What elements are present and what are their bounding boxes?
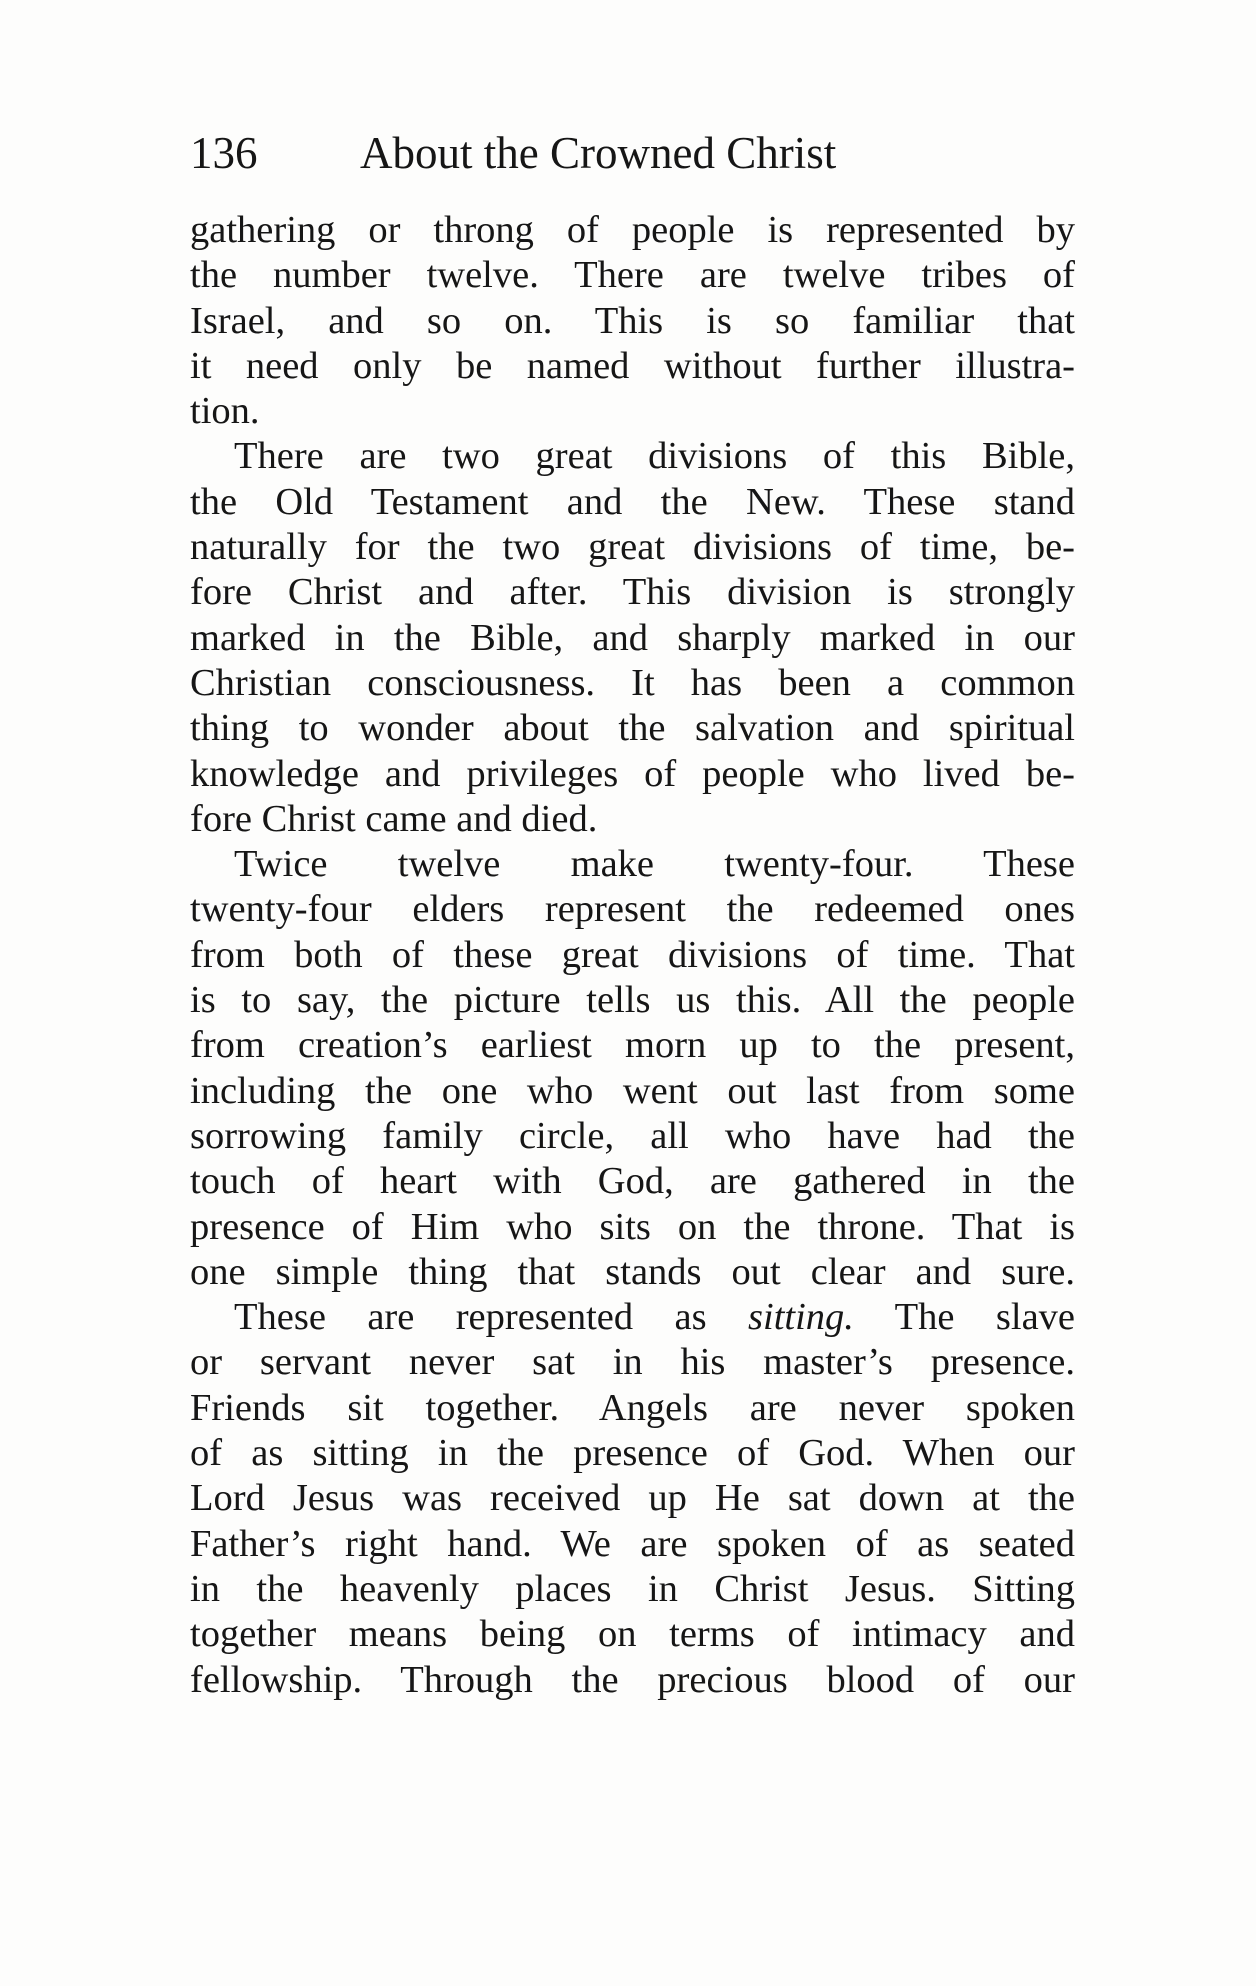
text-segment: is to say, the picture tells us this. All the people — [190, 979, 1075, 1022]
text-line — [190, 480, 1075, 525]
text-segment: Friends sit together. Angels are never spoken — [190, 1386, 1075, 1429]
text-segment: including the one who went out last from some — [190, 1069, 1075, 1112]
text-segment: touch of heart with God, are gathered in the — [190, 1160, 1075, 1203]
text-line — [190, 434, 1075, 479]
text-line — [190, 253, 1075, 298]
page-number: 136 — [190, 128, 258, 178]
text-segment: or servant never sat in his master’s presence. — [190, 1341, 1075, 1384]
text-line — [190, 1069, 1075, 1114]
text-line — [190, 1522, 1075, 1567]
text-line — [190, 1386, 1075, 1431]
text-segment: it need only be named without further illustra- — [190, 344, 1075, 387]
text-segment: twenty-four elders represent the redeemed ones — [190, 888, 1075, 931]
text-line — [190, 1567, 1075, 1612]
text-line — [190, 752, 1075, 797]
text-segment: sorrowing family circle, all who have had the — [190, 1114, 1075, 1157]
text-segment: the Old Testament and the New. These stand — [190, 480, 1075, 523]
text-segment: tion. — [190, 390, 260, 433]
text-segment: gathering or throng of people is represented by — [190, 209, 1075, 251]
text-line — [190, 344, 1075, 389]
text-line — [190, 1205, 1075, 1250]
text-segment: fellowship. Through the precious blood of our — [190, 1658, 1075, 1701]
text-segment: one simple thing that stands out clear and sure. — [190, 1250, 1075, 1293]
text-line — [190, 797, 1075, 842]
text-line — [190, 389, 1075, 434]
text-segment: marked in the Bible, and sharply marked in our — [190, 616, 1075, 659]
text-line — [190, 570, 1075, 615]
text-segment: thing to wonder about the salvation and spiritual — [190, 707, 1075, 750]
text-line — [190, 616, 1075, 661]
text-segment: These are represented as — [234, 1296, 749, 1339]
running-title: About the Crowned Christ — [360, 128, 837, 178]
body-text — [190, 208, 1075, 1703]
text-line — [190, 1250, 1075, 1295]
text-segment: the number twelve. There are twelve tribes of — [190, 254, 1075, 297]
text-segment: in the heavenly places in Christ Jesus. Sitting — [190, 1567, 1075, 1610]
text-line — [190, 1023, 1075, 1068]
text-line — [190, 1658, 1075, 1703]
text-line — [190, 1114, 1075, 1159]
text-segment: Father’s right hand. We are spoken of as seated — [190, 1522, 1075, 1565]
italic-word: sitting. — [748, 1296, 854, 1339]
text-segment: fore Christ came and died. — [190, 797, 598, 840]
text-segment: naturally for the two great divisions of time, be- — [190, 526, 1075, 569]
text-segment: fore Christ and after. This division is strongly — [190, 571, 1075, 614]
running-head — [190, 123, 1080, 183]
text-line — [190, 1159, 1075, 1204]
text-line — [190, 525, 1075, 570]
text-line — [190, 1340, 1075, 1385]
text-segment: Israel, and so on. This is so familiar that — [190, 299, 1075, 342]
text-line — [190, 978, 1075, 1023]
text-line — [190, 208, 1075, 253]
text-segment: together means being on terms of intimacy and — [190, 1613, 1075, 1656]
text-line — [190, 1476, 1075, 1521]
text-line — [190, 706, 1075, 751]
text-line — [190, 299, 1075, 344]
text-segment: The slave — [853, 1296, 1076, 1339]
text-line — [190, 1431, 1075, 1476]
text-segment: Twice twelve make twenty-four. These — [234, 843, 1075, 886]
text-line — [190, 933, 1075, 978]
text-segment: from creation’s earliest morn up to the present, — [190, 1024, 1075, 1067]
text-segment: from both of these great divisions of time. That — [190, 933, 1075, 976]
text-segment: presence of Him who sits on the throne. That is — [190, 1205, 1075, 1248]
text-segment: Christian consciousness. It has been a common — [190, 661, 1075, 704]
text-line — [190, 1295, 1075, 1340]
text-segment: There are two great divisions of this Bible, — [234, 435, 1075, 478]
text-segment: knowledge and privileges of people who lived be- — [190, 752, 1075, 795]
text-line — [190, 661, 1075, 706]
text-segment: of as sitting in the presence of God. When our — [190, 1432, 1075, 1475]
text-line — [190, 842, 1075, 887]
text-line — [190, 1612, 1075, 1657]
text-line — [190, 887, 1075, 932]
text-segment: Lord Jesus was received up He sat down at the — [190, 1477, 1075, 1520]
